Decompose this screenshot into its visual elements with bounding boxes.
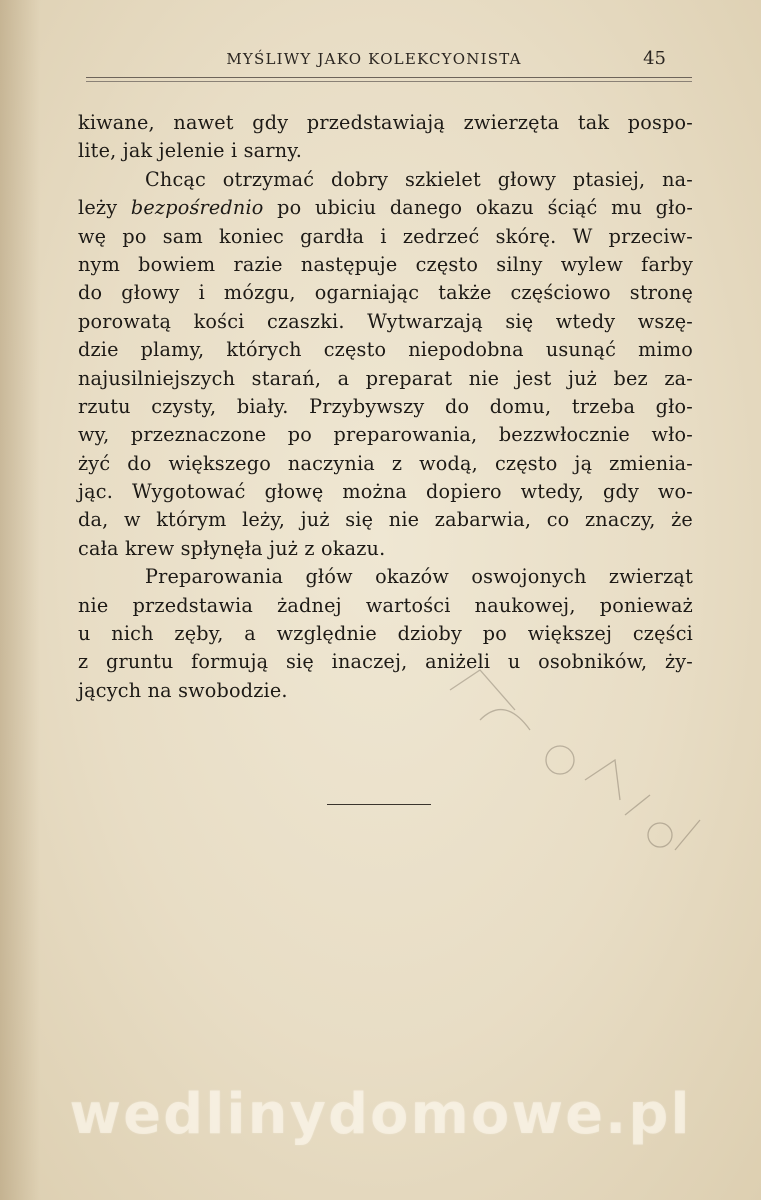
text-fragment: po ubiciu danego okazu ściąć mu gło-: [263, 196, 693, 220]
text-line: najusilniejszych starań, a preparat nie jest już bez za-: [78, 366, 693, 390]
text-fragment: leży: [78, 196, 131, 220]
page-header: [80, 50, 668, 74]
text-line: da, w którym leży, już się nie zabarwia, co znaczy, że: [78, 508, 693, 532]
section-end-rule: [327, 804, 431, 805]
text-line: nie przedstawia żadnej wartości naukowej, ponieważ: [78, 593, 693, 617]
text-line: Preparowania głów okazów oswojonych zwierząt: [145, 565, 693, 589]
text-line: nym bowiem razie następuje często silny wylew farby: [78, 252, 693, 276]
text-line: dzie plamy, których często niepodobna usunąć mimo: [78, 338, 693, 362]
text-line-with-emphasis: [78, 194, 693, 222]
text-line: z gruntu formują się inaczej, aniżeli u osobników, ży-: [78, 650, 693, 674]
header-rule-top: [86, 77, 692, 78]
emphasized-word: bezpośrednio: [130, 196, 264, 220]
text-line: u nich zęby, a względnie dzioby po większej części: [78, 622, 693, 646]
text-line: cała krew spłynęła już z okazu.: [78, 536, 386, 560]
text-line: wę po sam koniec gardła i zedrzeć skórę. W przeciw-: [78, 224, 693, 248]
watermark-text: wedlinydomowe.pl: [69, 1082, 692, 1147]
header-rule-bottom: [86, 81, 692, 82]
running-title: MYŚLIWY JAKO KOLEKCYONISTA: [226, 50, 522, 68]
body-text: [78, 109, 693, 705]
text-line: porowatą kości czaszki. Wytwarzają się wtedy wszę-: [78, 309, 693, 333]
text-line: lite, jak jelenie i sarny.: [78, 139, 303, 163]
text-line: rzutu czysty, biały. Przybywszy do domu, trzeba gło-: [78, 394, 693, 418]
text-line: żyć do większego naczynia z wodą, często ją zmienia-: [78, 451, 693, 475]
text-line: Chcąc otrzymać dobry szkielet głowy ptasiej, na-: [145, 167, 693, 191]
text-line: jących na swobodzie.: [78, 678, 288, 702]
page-edge-shadow: [0, 0, 40, 1200]
paragraph-1: [78, 109, 693, 166]
page-number: 45: [643, 48, 666, 69]
text-line: do głowy i mózgu, ogarniając także częściowo stronę: [78, 281, 693, 305]
paragraph-2: [78, 166, 693, 563]
text-line: jąc. Wygotować głowę można dopiero wtedy, gdy wo-: [78, 480, 693, 504]
text-line: kiwane, nawet gdy przedstawiają zwierzęta tak pospo-: [78, 111, 693, 134]
diagonal-watermark-stamp: [420, 650, 720, 900]
text-line: wy, przeznaczone po preparowania, bezzwłocznie wło-: [78, 423, 693, 447]
